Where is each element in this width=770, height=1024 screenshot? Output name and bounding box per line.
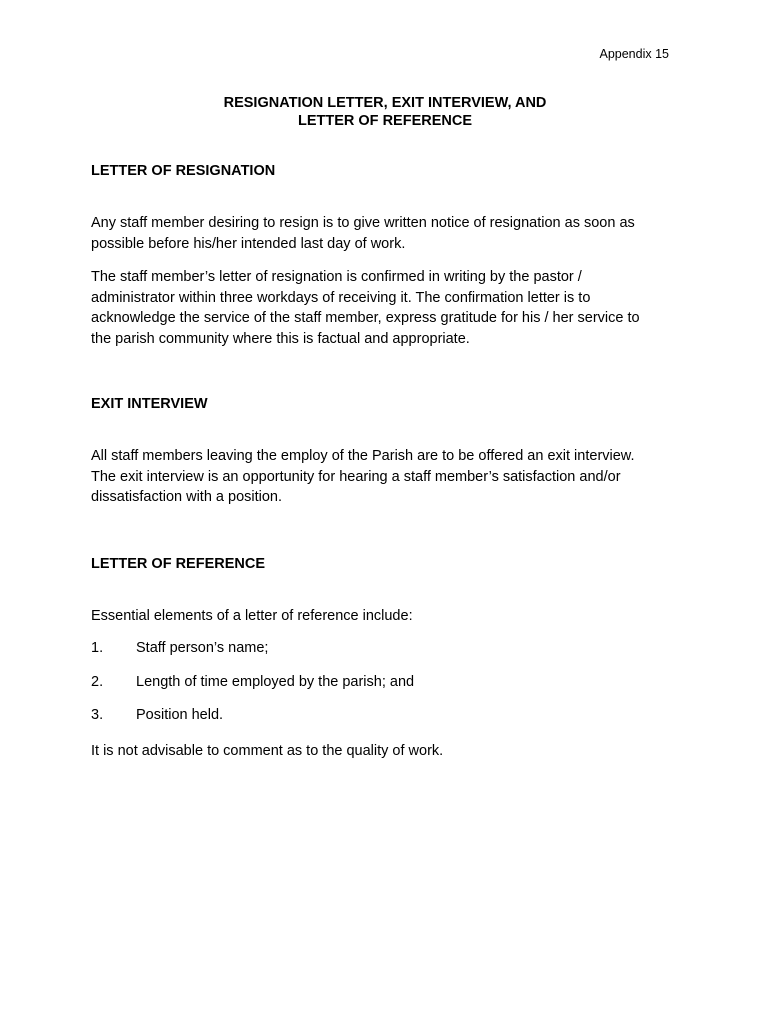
list-item-number: 2. (91, 674, 104, 690)
text-line: The exit interview is an opportunity for hearing a staff member’s satisfaction and/or (91, 468, 621, 485)
text-line: acknowledge the service of the staff member, express gratitude for his / her service to (91, 310, 640, 326)
text-line: dissatisfaction with a position. (91, 489, 283, 505)
exit-interview-paragraph (91, 446, 681, 508)
list-item (91, 707, 223, 723)
appendix-label: Appendix 15 (599, 47, 669, 61)
text-line: possible before his/her intended last day of work. (91, 235, 406, 252)
text-line: Any staff member desiring to resign is to give written notice of resignation as soon as (91, 215, 635, 231)
list-item-number: 3. (91, 707, 104, 723)
text-line: the parish community where this is factual and appropriate. (91, 330, 470, 347)
resignation-paragraph-2 (91, 267, 681, 349)
list-item (91, 640, 268, 656)
list-item-text: Staff person’s name; (136, 640, 269, 656)
list-item-text: Length of time employed by the parish; and (136, 674, 415, 690)
resignation-paragraph-1 (91, 213, 681, 254)
list-item-number: 1. (91, 640, 104, 656)
title-line-2: LETTER OF REFERENCE (297, 113, 472, 129)
heading-letter-of-resignation: LETTER OF RESIGNATION (91, 163, 276, 179)
text-line: All staff members leaving the employ of the Parish are to be offered an exit interview. (91, 448, 635, 464)
title-line-1: RESIGNATION LETTER, EXIT INTERVIEW, AND (223, 95, 547, 111)
reference-intro: Essential elements of a letter of reference include: (91, 608, 413, 624)
list-item (91, 674, 414, 690)
text-line: The staff member’s letter of resignation is confirmed in writing by the pastor / (91, 269, 582, 285)
list-item-text: Position held. (136, 707, 224, 723)
document-title (0, 94, 770, 130)
heading-exit-interview: EXIT INTERVIEW (91, 396, 208, 412)
reference-closing: It is not advisable to comment as to the quality of work. (91, 743, 444, 759)
text-line: administrator within three workdays of receiving it. The confirmation letter is to (91, 289, 591, 306)
heading-letter-of-reference: LETTER OF REFERENCE (91, 556, 266, 572)
